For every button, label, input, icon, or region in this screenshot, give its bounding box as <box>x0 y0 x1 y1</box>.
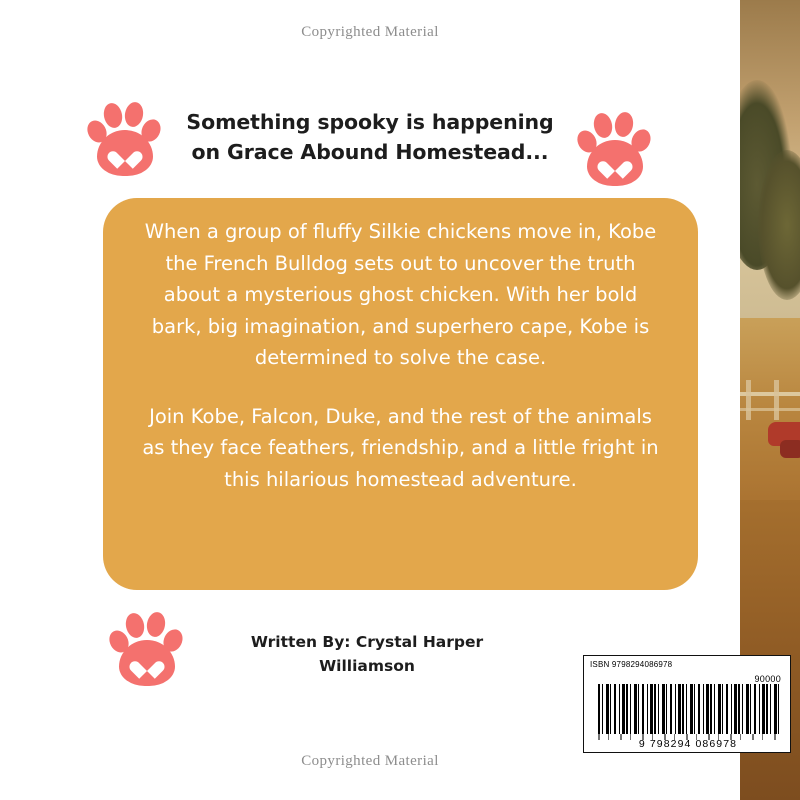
copyright-watermark-top: Copyrighted Material <box>301 24 439 40</box>
author-credit <box>232 630 502 678</box>
paw-print-icon <box>576 110 654 188</box>
barcode-bars <box>598 684 780 734</box>
synopsis-paragraph-2: Join Kobe, Falcon, Duke, and the rest of the animals as they face feathers, friendship, and a little fright in this hilarious homestead adventure. <box>142 404 659 492</box>
isbn-label: ISBN 9798294086978 <box>590 660 673 669</box>
author-credit-line-2: Williamson <box>319 657 415 676</box>
barcode-digits: 9 798294 086978 <box>638 738 738 750</box>
headline-text: Something spooky is happening on Grace Abound Homestead... <box>186 110 554 164</box>
illustration-red-cape-shadow <box>780 440 800 458</box>
price-code-label: 90000 <box>754 674 781 684</box>
barcode-block <box>583 655 791 753</box>
synopsis-panel <box>103 198 698 590</box>
copyright-watermark-bottom: Copyrighted Material <box>301 753 439 769</box>
illustration-fence-post <box>774 380 779 420</box>
author-credit-line-1: Written By: Crystal Harper <box>250 633 484 651</box>
headline-row <box>0 96 740 188</box>
paw-print-icon <box>86 100 164 178</box>
illustration-ground <box>740 500 800 800</box>
illustration-fence-post <box>746 380 751 420</box>
paw-print-icon <box>108 610 186 688</box>
synopsis-paragraph-1: When a group of fluffy Silkie chickens move in, Kobe the French Bulldog sets out to uncover the truth about a mysterious ghost chicken. With her bold bark, big imagination, and superhero cape, Kobe is determined to solve the case. <box>144 220 657 370</box>
